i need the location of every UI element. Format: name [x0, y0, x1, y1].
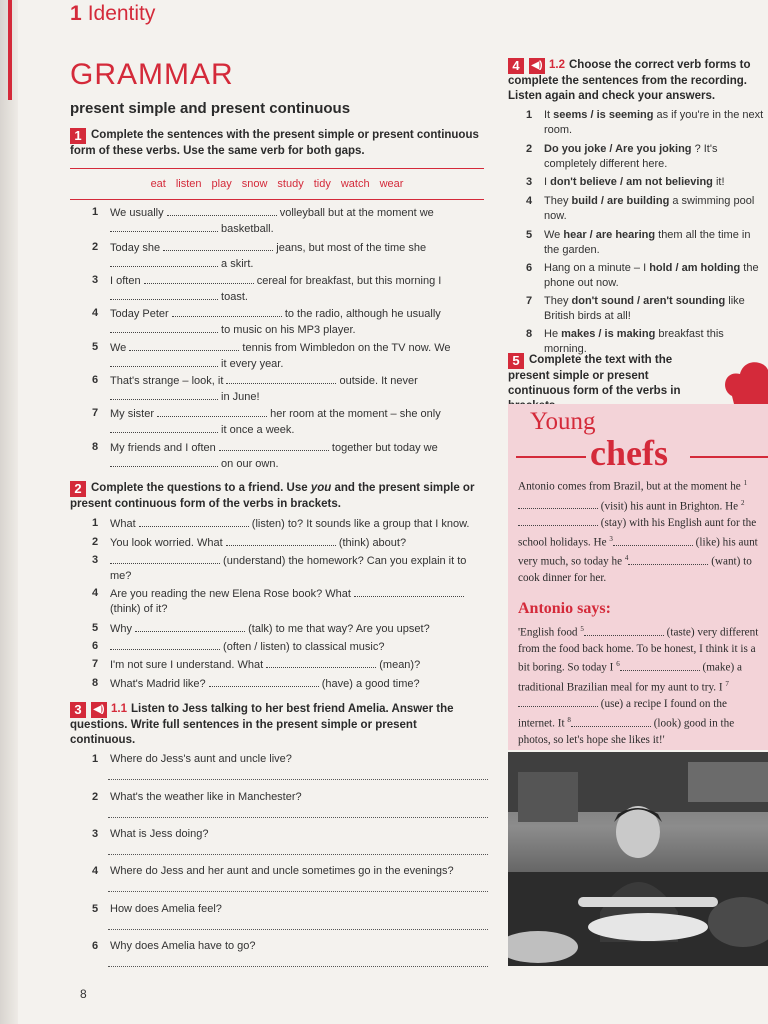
- item-body: [110, 553, 484, 584]
- answer-line[interactable]: [108, 965, 488, 967]
- item-text: (have) a good time?: [318, 678, 420, 690]
- item-text: basketball.: [218, 223, 274, 235]
- item-number: 2: [526, 143, 533, 155]
- word: wear: [379, 178, 404, 190]
- ex3-number: 3: [70, 702, 86, 718]
- word: tidy: [313, 178, 331, 190]
- item-text: to music on his MP3 player.: [218, 324, 356, 336]
- item-number: 5: [526, 229, 533, 241]
- answer-gap[interactable]: [613, 535, 693, 546]
- article-text: (look) good in the photos, so let's hope she likes it!': [518, 717, 735, 746]
- answer-gap[interactable]: [209, 676, 319, 687]
- item-text: toast.: [218, 291, 248, 303]
- answer-gap[interactable]: [135, 621, 245, 632]
- answer-gap[interactable]: [110, 356, 218, 367]
- verb-choice[interactable]: don't believe / am not believing: [550, 176, 713, 188]
- item-text: What: [110, 518, 139, 530]
- ex4-number: 4: [508, 58, 524, 74]
- article-paragraph-2: [518, 622, 764, 749]
- item-text: (think) about?: [335, 537, 407, 549]
- item-body: [110, 535, 484, 551]
- item-number: 1: [92, 206, 99, 218]
- answer-gap[interactable]: [157, 406, 267, 417]
- ex4-item: [526, 194, 766, 224]
- item-text: a skirt.: [218, 258, 254, 270]
- item-text: breakfast this morning.: [544, 328, 724, 355]
- item-body: [544, 294, 766, 324]
- gap-number: 5: [580, 625, 584, 633]
- answer-gap[interactable]: [226, 535, 336, 546]
- item-text: (understand) the homework? Can you explain it to me?: [110, 555, 467, 582]
- ex1-item: [92, 373, 484, 405]
- item-text: volleyball but at the moment we: [276, 207, 434, 219]
- ex1-item: [92, 440, 484, 472]
- ex4-item: [526, 175, 766, 190]
- answer-gap[interactable]: [129, 340, 239, 351]
- answer-gap[interactable]: [110, 221, 218, 232]
- ex2-item: [92, 553, 484, 584]
- answer-gap[interactable]: [110, 422, 218, 433]
- word: study: [277, 178, 304, 190]
- item-question: What is Jess doing?: [110, 828, 209, 840]
- item-body: [110, 205, 484, 237]
- item-number: 2: [92, 536, 99, 548]
- item-body: [110, 440, 484, 472]
- item-body: [110, 657, 484, 673]
- item-number: 6: [526, 262, 533, 274]
- item-text: them all the time in the garden.: [544, 229, 751, 256]
- ex2-item: [92, 516, 484, 532]
- item-text: I: [544, 176, 551, 188]
- item-body: [544, 228, 766, 258]
- ex1-item: [92, 273, 484, 305]
- item-body: [110, 306, 484, 338]
- item-number: 2: [92, 241, 99, 253]
- ex4-instruction: 4 ◀) 1.2 Choose the correct verb forms to complete the sentences from the recording. Listen again and check your answers.: [508, 58, 751, 102]
- item-number: 1: [92, 517, 99, 529]
- answer-line[interactable]: [108, 890, 488, 892]
- answer-gap[interactable]: [110, 289, 218, 300]
- item-text: Are you reading the new Elena Rose book? What: [110, 588, 354, 600]
- ex2-item: [92, 676, 484, 692]
- item-question: Where do Jess's aunt and uncle live?: [110, 753, 292, 765]
- item-text: I often: [110, 275, 144, 287]
- answer-line[interactable]: [108, 853, 488, 855]
- item-body: [110, 586, 484, 617]
- ex3-item: [92, 902, 488, 917]
- answer-gap[interactable]: [620, 660, 700, 671]
- page-spine: [0, 0, 18, 1024]
- item-text: What's Madrid like?: [110, 678, 209, 690]
- article-text: (want) to cook dinner for her.: [518, 556, 752, 584]
- item-text: (talk) to me that way? Are you upset?: [245, 623, 430, 635]
- verb-choice[interactable]: hold / am holding: [649, 262, 741, 274]
- item-number: 3: [92, 274, 99, 286]
- answer-line[interactable]: [108, 928, 488, 930]
- item-text: jeans, but most of the time she: [273, 242, 427, 254]
- article-text: (stay) with his English aunt for the school holidays. He: [518, 517, 757, 549]
- item-text: as if you're in the next room.: [544, 109, 764, 136]
- item-number: 8: [92, 677, 99, 689]
- item-text: it once a week.: [218, 424, 295, 436]
- item-text: It: [544, 109, 554, 121]
- answer-line[interactable]: [108, 816, 488, 818]
- item-text: We: [544, 229, 564, 241]
- word: play: [211, 178, 232, 190]
- item-text: a swimming pool now.: [544, 195, 755, 222]
- ex1-item: [92, 406, 484, 438]
- gap-number: 2: [740, 498, 745, 507]
- item-text: Today she: [110, 242, 164, 254]
- verb-choice[interactable]: build / are building: [571, 195, 670, 207]
- unit-heading: 1 Identity: [70, 2, 156, 25]
- item-text: (often / listen) to classical music?: [220, 641, 385, 653]
- answer-gap[interactable]: [584, 625, 664, 636]
- ex1-word-box: [70, 168, 484, 200]
- gap-number: 1: [743, 479, 748, 487]
- answer-gap[interactable]: [110, 639, 220, 650]
- answer-gap[interactable]: [266, 657, 376, 668]
- item-number: 5: [92, 341, 99, 353]
- item-text: I'm not sure I understand. What: [110, 659, 267, 671]
- item-text: That's strange – look, it: [110, 375, 227, 387]
- item-number: 1: [526, 109, 533, 121]
- item-text: (mean)?: [376, 659, 421, 671]
- article-subheading: Antonio says:: [518, 600, 611, 617]
- item-text: (think) of it?: [110, 603, 168, 615]
- item-number: 3: [92, 828, 99, 840]
- unit-marker-bar: [8, 0, 12, 100]
- item-text: it!: [712, 176, 725, 188]
- gap-number: 3: [609, 534, 613, 543]
- answer-gap[interactable]: [628, 554, 708, 565]
- item-body: [544, 261, 766, 291]
- item-text: You look worried. What: [110, 537, 226, 549]
- answer-gap[interactable]: [518, 515, 598, 526]
- item-number: 3: [526, 176, 533, 188]
- audio-icon[interactable]: ◀): [91, 702, 107, 718]
- article-text: (like) his aunt very much, so today he: [518, 536, 758, 569]
- item-text: We usually: [110, 207, 167, 219]
- item-text: Today Peter: [110, 308, 172, 320]
- answer-gap[interactable]: [571, 716, 651, 727]
- article-text: Antonio comes from Brazil, but at the moment he: [518, 480, 744, 493]
- ex1-item: [92, 306, 484, 338]
- item-number: 8: [92, 441, 99, 453]
- item-text: He: [544, 328, 562, 340]
- item-body: [110, 240, 484, 272]
- item-text: it every year.: [218, 358, 284, 370]
- item-text: We: [110, 342, 130, 354]
- item-body: [110, 639, 484, 655]
- ex3-instruction: 3 ◀) 1.1 Listen to Jess talking to her best friend Amelia. Answer the questions. Write full sentences in the present simple or present continuous.: [70, 702, 454, 746]
- ex3-item: [92, 752, 488, 767]
- answer-line[interactable]: [108, 778, 488, 780]
- ex2-instruction: 2 Complete the questions to a friend. Use you and the present simple or present continuous form of the verbs in brackets.: [70, 481, 475, 510]
- item-text: tennis from Wimbledon on the TV now. We: [239, 342, 451, 354]
- article-text: (use) a recipe I found on the internet. It: [518, 698, 727, 730]
- verb-choice[interactable]: hear / are hearing: [563, 229, 656, 241]
- item-question: Where do Jess and her aunt and uncle sometimes go in the evenings?: [110, 865, 454, 877]
- answer-gap[interactable]: [518, 498, 598, 509]
- ex5-instruction: 5 Complete the text with the present simple or present continuous form of the verbs in: [508, 353, 681, 397]
- ex3-item: [92, 790, 488, 805]
- item-text: in June!: [218, 391, 260, 403]
- item-number: 1: [92, 753, 99, 765]
- title-rule-right: [690, 456, 768, 458]
- item-question: What's the weather like in Manchester?: [110, 791, 302, 803]
- ex2-item: [92, 586, 484, 617]
- answer-gap[interactable]: [518, 696, 598, 707]
- verb-choice[interactable]: Do you joke / Are you joking: [544, 143, 692, 155]
- ex4-item: [526, 261, 766, 291]
- item-question: Why does Amelia have to go?: [110, 940, 256, 952]
- item-text: My friends and I often: [110, 442, 219, 454]
- item-text: together but today we: [328, 442, 438, 454]
- boy-cooking-illustration: [508, 752, 768, 966]
- item-number: 4: [92, 865, 99, 877]
- item-text: Why: [110, 623, 136, 635]
- answer-gap[interactable]: [144, 273, 254, 284]
- answer-gap[interactable]: [110, 256, 218, 267]
- item-number: 3: [92, 554, 99, 566]
- ex1-item: [92, 240, 484, 272]
- article-text: (taste) very different from the food back home. To be honest, I think it is a bit boring. So today I: [518, 626, 759, 675]
- ex1-item: [92, 205, 484, 237]
- answer-gap[interactable]: [110, 456, 218, 467]
- ex4-item: [526, 327, 766, 357]
- item-body: [110, 676, 484, 692]
- answer-gap[interactable]: [110, 553, 220, 564]
- gap-number: 4: [624, 554, 629, 563]
- item-number: 6: [92, 940, 99, 952]
- article-title-young: Young: [530, 408, 596, 435]
- section-title: GRAMMAR: [70, 58, 234, 91]
- item-number: 4: [526, 195, 533, 207]
- item-body: [110, 273, 484, 305]
- item-text: the phone out now.: [544, 262, 759, 289]
- photo-boy-cooking: [508, 752, 768, 966]
- audio-icon[interactable]: ◀): [529, 58, 545, 74]
- article-text: 'English food: [518, 626, 581, 639]
- item-text: ? It's completely different here.: [544, 143, 718, 170]
- item-body: [110, 621, 484, 637]
- item-number: 8: [526, 328, 533, 340]
- word: snow: [241, 178, 268, 190]
- item-number: 5: [92, 622, 99, 634]
- item-text: her room at the moment – she only: [267, 408, 441, 420]
- article-text: (visit) his aunt in Brighton. He: [598, 500, 741, 513]
- item-text: They: [544, 295, 572, 307]
- ex3-item: [92, 827, 488, 842]
- article-text: (make) a traditional Brazilian meal for my aunt to try. I: [518, 662, 742, 694]
- ex1-instruction: 1 Complete the sentences with the present simple or present continuous form of these verbs. Use the same verb for both gaps.: [70, 128, 479, 157]
- item-text: Hang on a minute – I: [544, 262, 650, 274]
- item-number: 7: [92, 658, 99, 670]
- item-body: [110, 516, 484, 532]
- ex5-number: 5: [508, 353, 524, 369]
- item-number: 7: [526, 295, 533, 307]
- item-text: on our own.: [218, 458, 279, 470]
- answer-gap[interactable]: [354, 586, 464, 597]
- item-number: 5: [92, 903, 99, 915]
- verb-choice[interactable]: seems / is seeming: [553, 109, 654, 121]
- ex2-item: [92, 535, 484, 551]
- verb-choice[interactable]: don't sound / aren't sounding: [571, 295, 726, 307]
- ex2-item: [92, 657, 484, 673]
- gap-number: 8: [567, 716, 571, 725]
- ex3-item: [92, 939, 488, 954]
- answer-gap[interactable]: [172, 306, 282, 317]
- item-text: cereal for breakfast, but this morning I: [253, 275, 442, 287]
- answer-gap[interactable]: [219, 440, 329, 451]
- item-body: [544, 142, 766, 172]
- ex3-item: [92, 864, 488, 879]
- item-body: [544, 175, 766, 190]
- item-body: [544, 327, 766, 357]
- article-paragraph-1: [518, 476, 764, 587]
- section-subtitle: present simple and present continuous: [70, 100, 351, 117]
- title-rule-left: [516, 456, 586, 458]
- verb-choice[interactable]: makes / is making: [561, 328, 656, 340]
- item-number: 2: [92, 791, 99, 803]
- item-text: They: [544, 195, 572, 207]
- ex4-item: [526, 108, 766, 138]
- answer-gap[interactable]: [139, 516, 249, 527]
- item-body: [110, 340, 484, 372]
- word: watch: [340, 178, 370, 190]
- ex2-number: 2: [70, 481, 86, 497]
- item-number: 4: [92, 307, 99, 319]
- ex4-item: [526, 228, 766, 258]
- item-text: outside. It never: [336, 375, 418, 387]
- gap-number: 7: [725, 679, 729, 688]
- ex2-item: [92, 621, 484, 637]
- item-number: 6: [92, 640, 99, 652]
- item-text: My sister: [110, 408, 158, 420]
- ex4-item: [526, 294, 766, 324]
- answer-gap[interactable]: [110, 389, 218, 400]
- answer-gap[interactable]: [110, 322, 218, 333]
- word: listen: [175, 178, 202, 190]
- item-number: 4: [92, 587, 99, 599]
- article-title-chefs: chefs: [590, 433, 668, 473]
- item-body: [110, 406, 484, 438]
- ex1-number: 1: [70, 128, 86, 144]
- item-number: 7: [92, 407, 99, 419]
- answer-gap[interactable]: [167, 205, 277, 216]
- item-text: to the radio, although he usually: [281, 308, 441, 320]
- item-question: How does Amelia feel?: [110, 903, 222, 915]
- item-text: (listen) to? It sounds like a group that I know.: [248, 518, 470, 530]
- ex2-item: [92, 639, 484, 655]
- item-body: [110, 373, 484, 405]
- item-number: 6: [92, 374, 99, 386]
- word: eat: [150, 178, 166, 190]
- item-body: [544, 108, 766, 138]
- gap-number: 6: [616, 660, 620, 669]
- item-text: like British birds at all!: [544, 295, 745, 322]
- answer-gap[interactable]: [226, 373, 336, 384]
- page-number: 8: [80, 987, 87, 1001]
- answer-gap[interactable]: [163, 240, 273, 251]
- item-body: [544, 194, 766, 224]
- ex4-item: [526, 142, 766, 172]
- ex1-item: [92, 340, 484, 372]
